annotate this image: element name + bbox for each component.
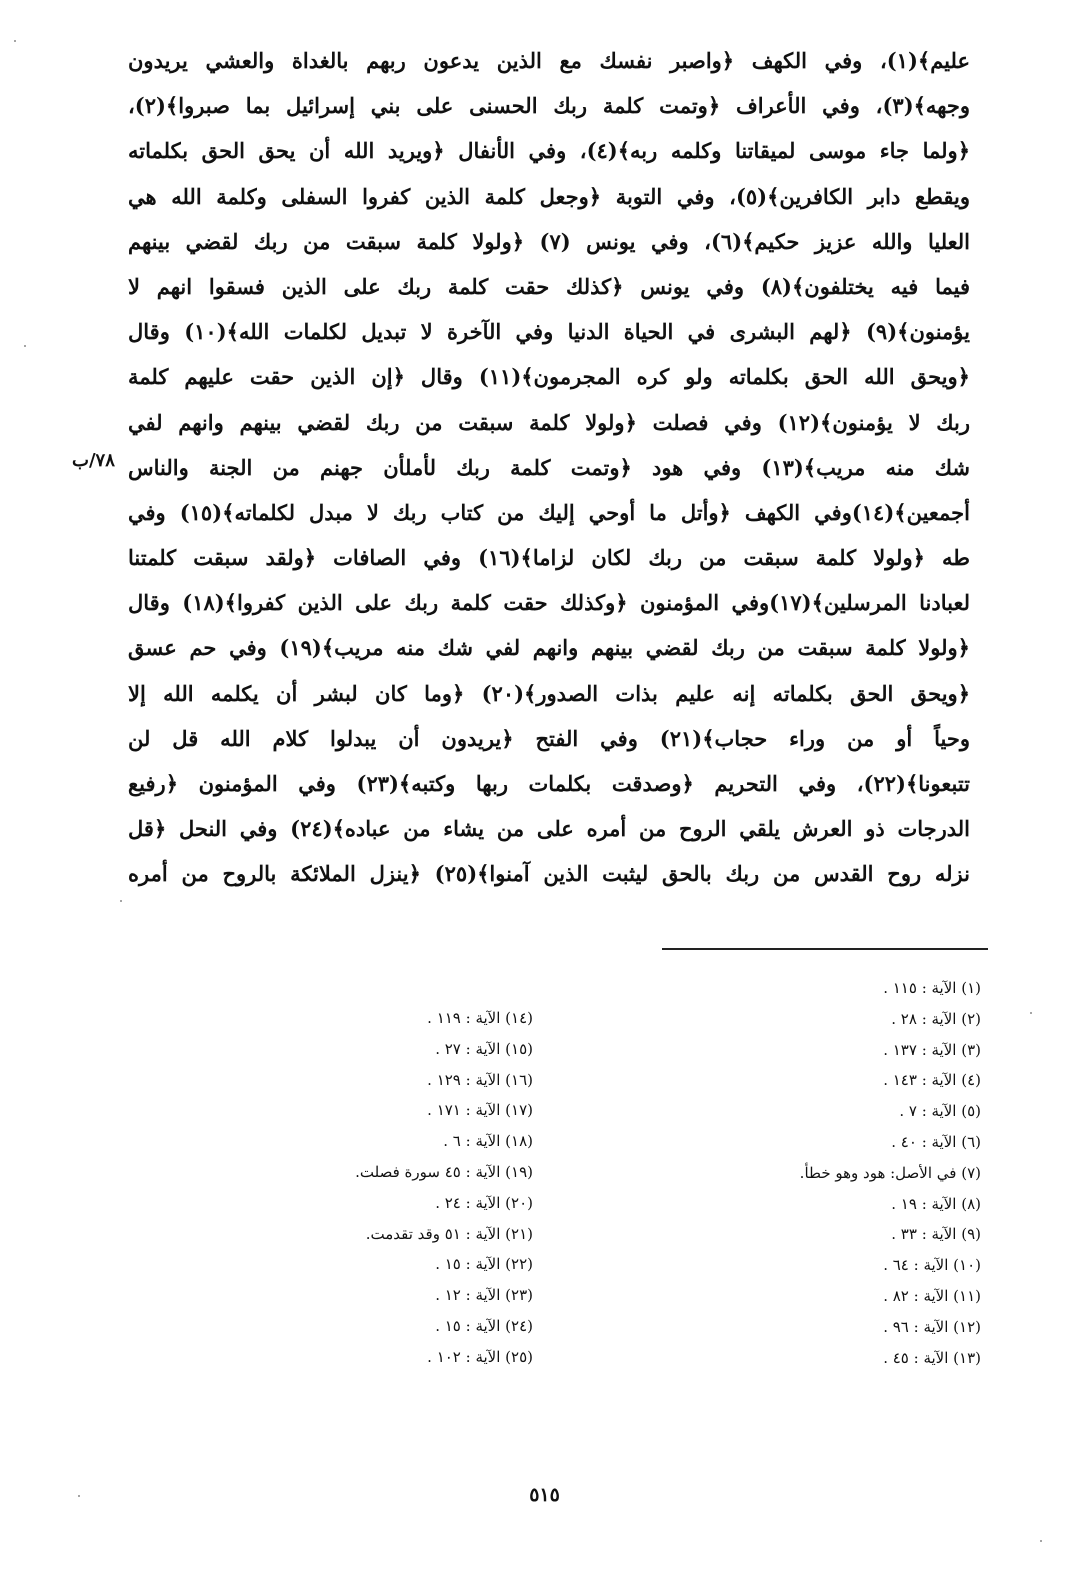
footnote: (٧) في الأصل: هود وهو خطأ.	[799, 1163, 981, 1182]
text-line: وحياً أو من وراء حجاب﴾(٢١) وفي الفتح ﴿يريدون أن يبدلوا كلام الله قل لن	[128, 725, 970, 751]
scan-speck	[1030, 1012, 1032, 1014]
text-line: ﴿ويحق الله الحق بكلماته ولو كره المجرمون﴾(١١) وقال ﴿إن الذين حقت عليهم كلمة	[128, 364, 970, 390]
footnote: (١٤) الآية : ١١٩ .	[427, 1009, 533, 1027]
footnote: (٢) الآية : ٢٨ .	[891, 1009, 981, 1028]
text-line: وجهه﴾(٣)، وفي الأعراف ﴿وتمت كلمة ربك الحسنى على بني إسرائيل بما صبروا﴾(٢)،	[128, 93, 970, 119]
scan-speck	[120, 900, 122, 902]
text-line: عليم﴾(١)، وفي الكهف ﴿واصبر نفسك مع الذين يدعون ربهم بالغداة والعشي يريدون	[128, 48, 970, 73]
footnote: (٥) الآية : ٧ .	[899, 1102, 981, 1121]
footnote: (١٣) الآية : ٤٥ .	[883, 1348, 981, 1367]
footnote: (٢٥) الآية : ١٠٢ .	[427, 1347, 533, 1366]
text-line: ﴿ولولا كلمة سبقت من ربك لقضي بينهم وانهم لفي شك منه مريب﴾(١٩) وفي حم عسق	[128, 635, 970, 661]
text-line: ﴿ولما جاء موسى لميقاتنا وكلمه ربه﴾(٤)، وفي الأنفال ﴿ويريد الله أن يحق الحق بكلماته	[128, 138, 970, 164]
text-line: ﴿ويحق الحق بكلماته إنه عليم بذات الصدور﴾(٢٠) ﴿وما كان لبشر أن يكلمه الله إلا	[128, 680, 970, 706]
footnote: (١٢) الآية : ٩٦ .	[883, 1317, 981, 1336]
scan-speck	[78, 1495, 80, 1497]
text-line: يؤمنون﴾(٩) ﴿لهم البشرى في الحياة الدنيا وفي الآخرة لا تبديل لكلمات الله﴾(١٠) وقال	[128, 319, 970, 345]
text-line: أجمعين﴾(١٤)وفي الكهف ﴿وأتل ما أوحي إليك من كتاب ربك لا مبدل لكلماته﴾(١٥) وفي	[128, 499, 970, 525]
footnote: (٣) الآية : ١٣٧ .	[883, 1040, 981, 1059]
footnote: (١١) الآية : ٨٢ .	[883, 1286, 981, 1305]
footnote: (١٦) الآية : ١٢٩ .	[427, 1070, 533, 1089]
footnote: (٢٢) الآية : ١٥ .	[435, 1255, 533, 1274]
margin-folio-note: ٧٨/ب	[72, 450, 115, 471]
footnote: (١٨) الآية : ٦ .	[443, 1132, 533, 1151]
text-line: تتبعونا﴾(٢٢)، وفي التحريم ﴿وصدقت بكلمات ربها وكتبه﴾(٢٣) وفي المؤمنون ﴿رفيع	[128, 771, 970, 796]
text-line: ربك لا يؤمنون﴾(١٢) وفي فصلت ﴿ولولا كلمة سبقت من ربك لقضي بينهم وانهم لفي	[128, 409, 970, 435]
text-line: فيما فيه يختلفون﴾(٨) وفي يونس ﴿كذلك حقت كلمة ربك على الذين فسقوا انهم لا	[128, 273, 970, 299]
text-line: الدرجات ذو العرش يلقي الروح من أمره على من يشاء من عباده﴾(٢٤) وفي النحل ﴿قل	[128, 816, 970, 842]
footnote: (٢١) الآية : ٥١ وقد تقدمت.	[365, 1224, 533, 1243]
footnote: (٤) الآية : ١٤٣ .	[883, 1071, 981, 1090]
footnote: (١٩) الآية : ٤٥ سورة فصلت.	[355, 1162, 533, 1181]
footnote: (٢٤) الآية : ١٥ .	[435, 1316, 533, 1335]
footnote: (٦) الآية : ٤٠ .	[891, 1132, 981, 1151]
footnote: (٩) الآية : ٣٣ .	[891, 1225, 981, 1244]
main-text-block	[128, 38, 970, 897]
footnote: (١٠) الآية : ٦٤ .	[883, 1256, 981, 1275]
text-line: العليا والله عزيز حكيم﴾(٦)، وفي يونس (٧) ﴿ولولا كلمة سبقت من ربك لقضي بينهم	[128, 228, 971, 254]
scan-speck	[24, 345, 26, 347]
footnote: (١٥) الآية : ٢٧ .	[435, 1039, 533, 1058]
scan-speck	[14, 40, 16, 42]
footnotes-right-column	[800, 973, 981, 1373]
text-line: طه ﴿ولولا كلمة سبقت من ربك لكان لزاما﴾(١٦) وفي الصافات ﴿ولقد سبقت كلمتنا	[128, 545, 970, 571]
text-line: ويقطع دابر الكافرين﴾(٥)، وفي التوبة ﴿وجعل كلمة الذين كفروا السفلى وكلمة الله هي	[128, 183, 970, 209]
footnote: (١٧) الآية : ١٧١ .	[427, 1101, 533, 1120]
text-line: شك منه مريب﴾(١٣) وفي هود ﴿وتمت كلمة ربك لأملأن جهنم من الجنة والناس	[128, 454, 970, 480]
footnote: (٨) الآية : ١٩ .	[891, 1194, 981, 1213]
footnote: (٢٣) الآية : ١٢ .	[435, 1286, 533, 1305]
text-line: نزله روح القدس من ربك بالحق ليثبت الذين آمنوا﴾(٢٥) ﴿ينزل الملائكة بالروح من أمره	[128, 861, 970, 887]
footnote-divider	[662, 948, 988, 950]
text-line: لعبادنا المرسلين﴾(١٧)وفي المؤمنون ﴿وكذلك حقت كلمة ربك على الذين كفروا﴾(١٨) وقال	[128, 590, 970, 616]
footnote: (٢٠) الآية : ٢٤ .	[435, 1193, 533, 1212]
scan-speck	[1040, 1540, 1042, 1542]
page-number: ٥١٥	[529, 1484, 560, 1506]
footnotes-left-column	[355, 1003, 533, 1373]
footnote: (١) الآية : ١١٥ .	[883, 979, 981, 997]
